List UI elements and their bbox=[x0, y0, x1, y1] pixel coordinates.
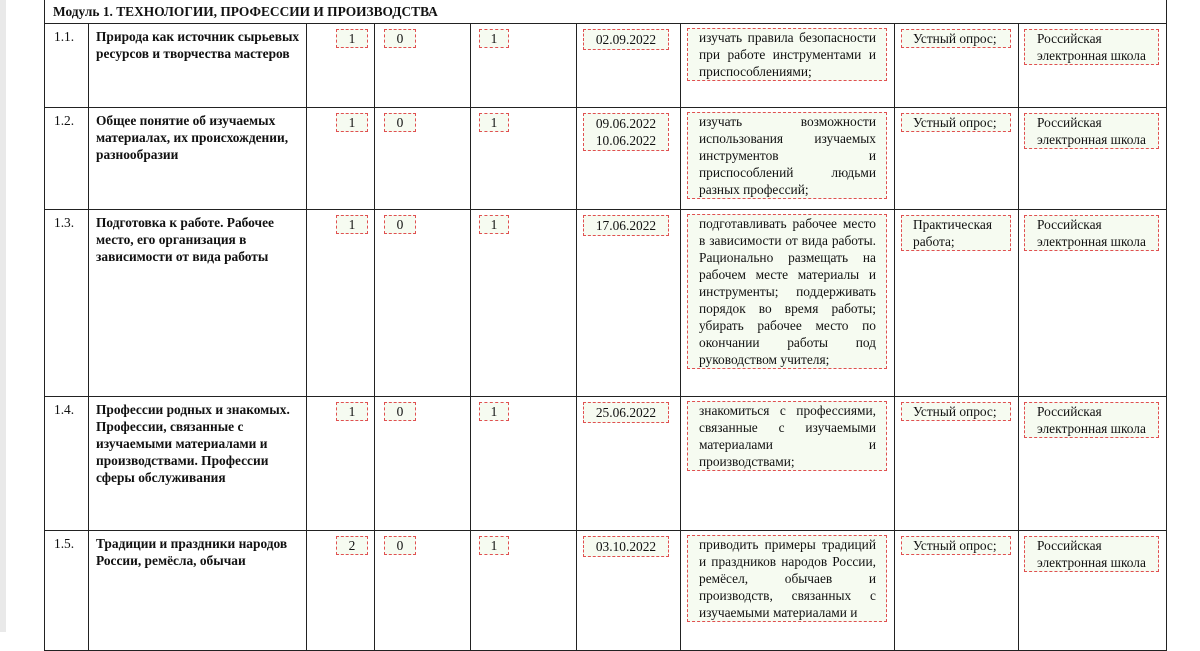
hours-control[interactable]: 0 bbox=[384, 536, 416, 555]
table-row bbox=[45, 397, 1167, 531]
row-number: 1.3. bbox=[45, 210, 89, 397]
topic-title: Профессии родных и знакомых. Профессии, связанные с изучаемыми материалами и производствами. Профессии сферы обслуживания bbox=[89, 397, 307, 531]
row-number: 1.2. bbox=[45, 108, 89, 210]
hours-total[interactable]: 1 bbox=[336, 215, 368, 234]
resource-field[interactable]: Российская электронная школа bbox=[1024, 215, 1159, 251]
thematic-plan-table bbox=[44, 0, 1167, 651]
hours-control[interactable]: 0 bbox=[384, 29, 416, 48]
hours-total[interactable]: 1 bbox=[336, 402, 368, 421]
activity-field[interactable]: знакомиться с профессиями, связанные с изучаемыми материалами и производствами; bbox=[687, 401, 887, 471]
hours-total[interactable]: 2 bbox=[336, 536, 368, 555]
topic-title: Традиции и праздники народов России, ремёсла, обычаи bbox=[89, 531, 307, 651]
control-form-field[interactable]: Устный опрос; bbox=[901, 536, 1011, 555]
activity-field[interactable]: подготавливать рабочее место в зависимости от вида работы. Рационально размещать на рабочем месте материалы и инструменты; поддерживать порядок во время работы; убирать рабочее место по окончании работы под руководством учителя; bbox=[687, 214, 887, 369]
row-number: 1.4. bbox=[45, 397, 89, 531]
study-date[interactable]: 17.06.2022 bbox=[583, 215, 669, 236]
hours-practice[interactable]: 1 bbox=[479, 113, 509, 132]
control-form-field[interactable]: Практическая работа; bbox=[901, 215, 1011, 251]
row-number: 1.1. bbox=[45, 24, 89, 108]
topic-title: Подготовка к работе. Рабочее место, его организация в зависимости от вида работы bbox=[89, 210, 307, 397]
resource-field[interactable]: Российская электронная школа bbox=[1024, 113, 1159, 149]
study-date[interactable]: 25.06.2022 bbox=[583, 402, 669, 423]
module-header-row bbox=[45, 0, 1167, 24]
resource-field[interactable]: Российская электронная школа bbox=[1024, 402, 1159, 438]
hours-practice[interactable]: 1 bbox=[479, 402, 509, 421]
module-title: Модуль 1. ТЕХНОЛОГИИ, ПРОФЕССИИ И ПРОИЗВОДСТВА bbox=[45, 0, 1167, 24]
topic-title: Общее понятие об изучаемых материалах, их происхождении, разнообразии bbox=[89, 108, 307, 210]
hours-control[interactable]: 0 bbox=[384, 215, 416, 234]
hours-total[interactable]: 1 bbox=[336, 113, 368, 132]
table-row bbox=[45, 531, 1167, 651]
control-form-field[interactable]: Устный опрос; bbox=[901, 113, 1011, 132]
hours-practice[interactable]: 1 bbox=[479, 29, 509, 48]
topic-title: Природа как источник сырьевых ресурсов и творчества мастеров bbox=[89, 24, 307, 108]
row-number: 1.5. bbox=[45, 531, 89, 651]
hours-control[interactable]: 0 bbox=[384, 402, 416, 421]
control-form-field[interactable]: Устный опрос; bbox=[901, 29, 1011, 48]
viewer-left-edge bbox=[0, 0, 6, 632]
hours-practice[interactable]: 1 bbox=[479, 215, 509, 234]
table-row bbox=[45, 24, 1167, 108]
hours-practice[interactable]: 1 bbox=[479, 536, 509, 555]
hours-control[interactable]: 0 bbox=[384, 113, 416, 132]
control-form-field[interactable]: Устный опрос; bbox=[901, 402, 1011, 421]
table-row bbox=[45, 210, 1167, 397]
study-date[interactable]: 03.10.2022 bbox=[583, 536, 669, 557]
hours-total[interactable]: 1 bbox=[336, 29, 368, 48]
resource-field[interactable]: Российская электронная школа bbox=[1024, 29, 1159, 65]
activity-field[interactable]: изучать возможности использования изучаемых инструментов и приспособлений людьми разных профессий; bbox=[687, 112, 887, 199]
resource-field[interactable]: Российская электронная школа bbox=[1024, 536, 1159, 572]
activity-field[interactable]: изучать правила безопасности при работе инструментами и приспособлениями; bbox=[687, 28, 887, 81]
table-row bbox=[45, 108, 1167, 210]
study-date[interactable]: 02.09.2022 bbox=[583, 29, 669, 50]
study-date[interactable]: 09.06.2022 10.06.2022 bbox=[583, 113, 669, 151]
activity-field[interactable]: приводить примеры традиций и праздников народов России, ремёсел, обычаев и производств, связанных с изучаемыми материалами и bbox=[687, 535, 887, 622]
